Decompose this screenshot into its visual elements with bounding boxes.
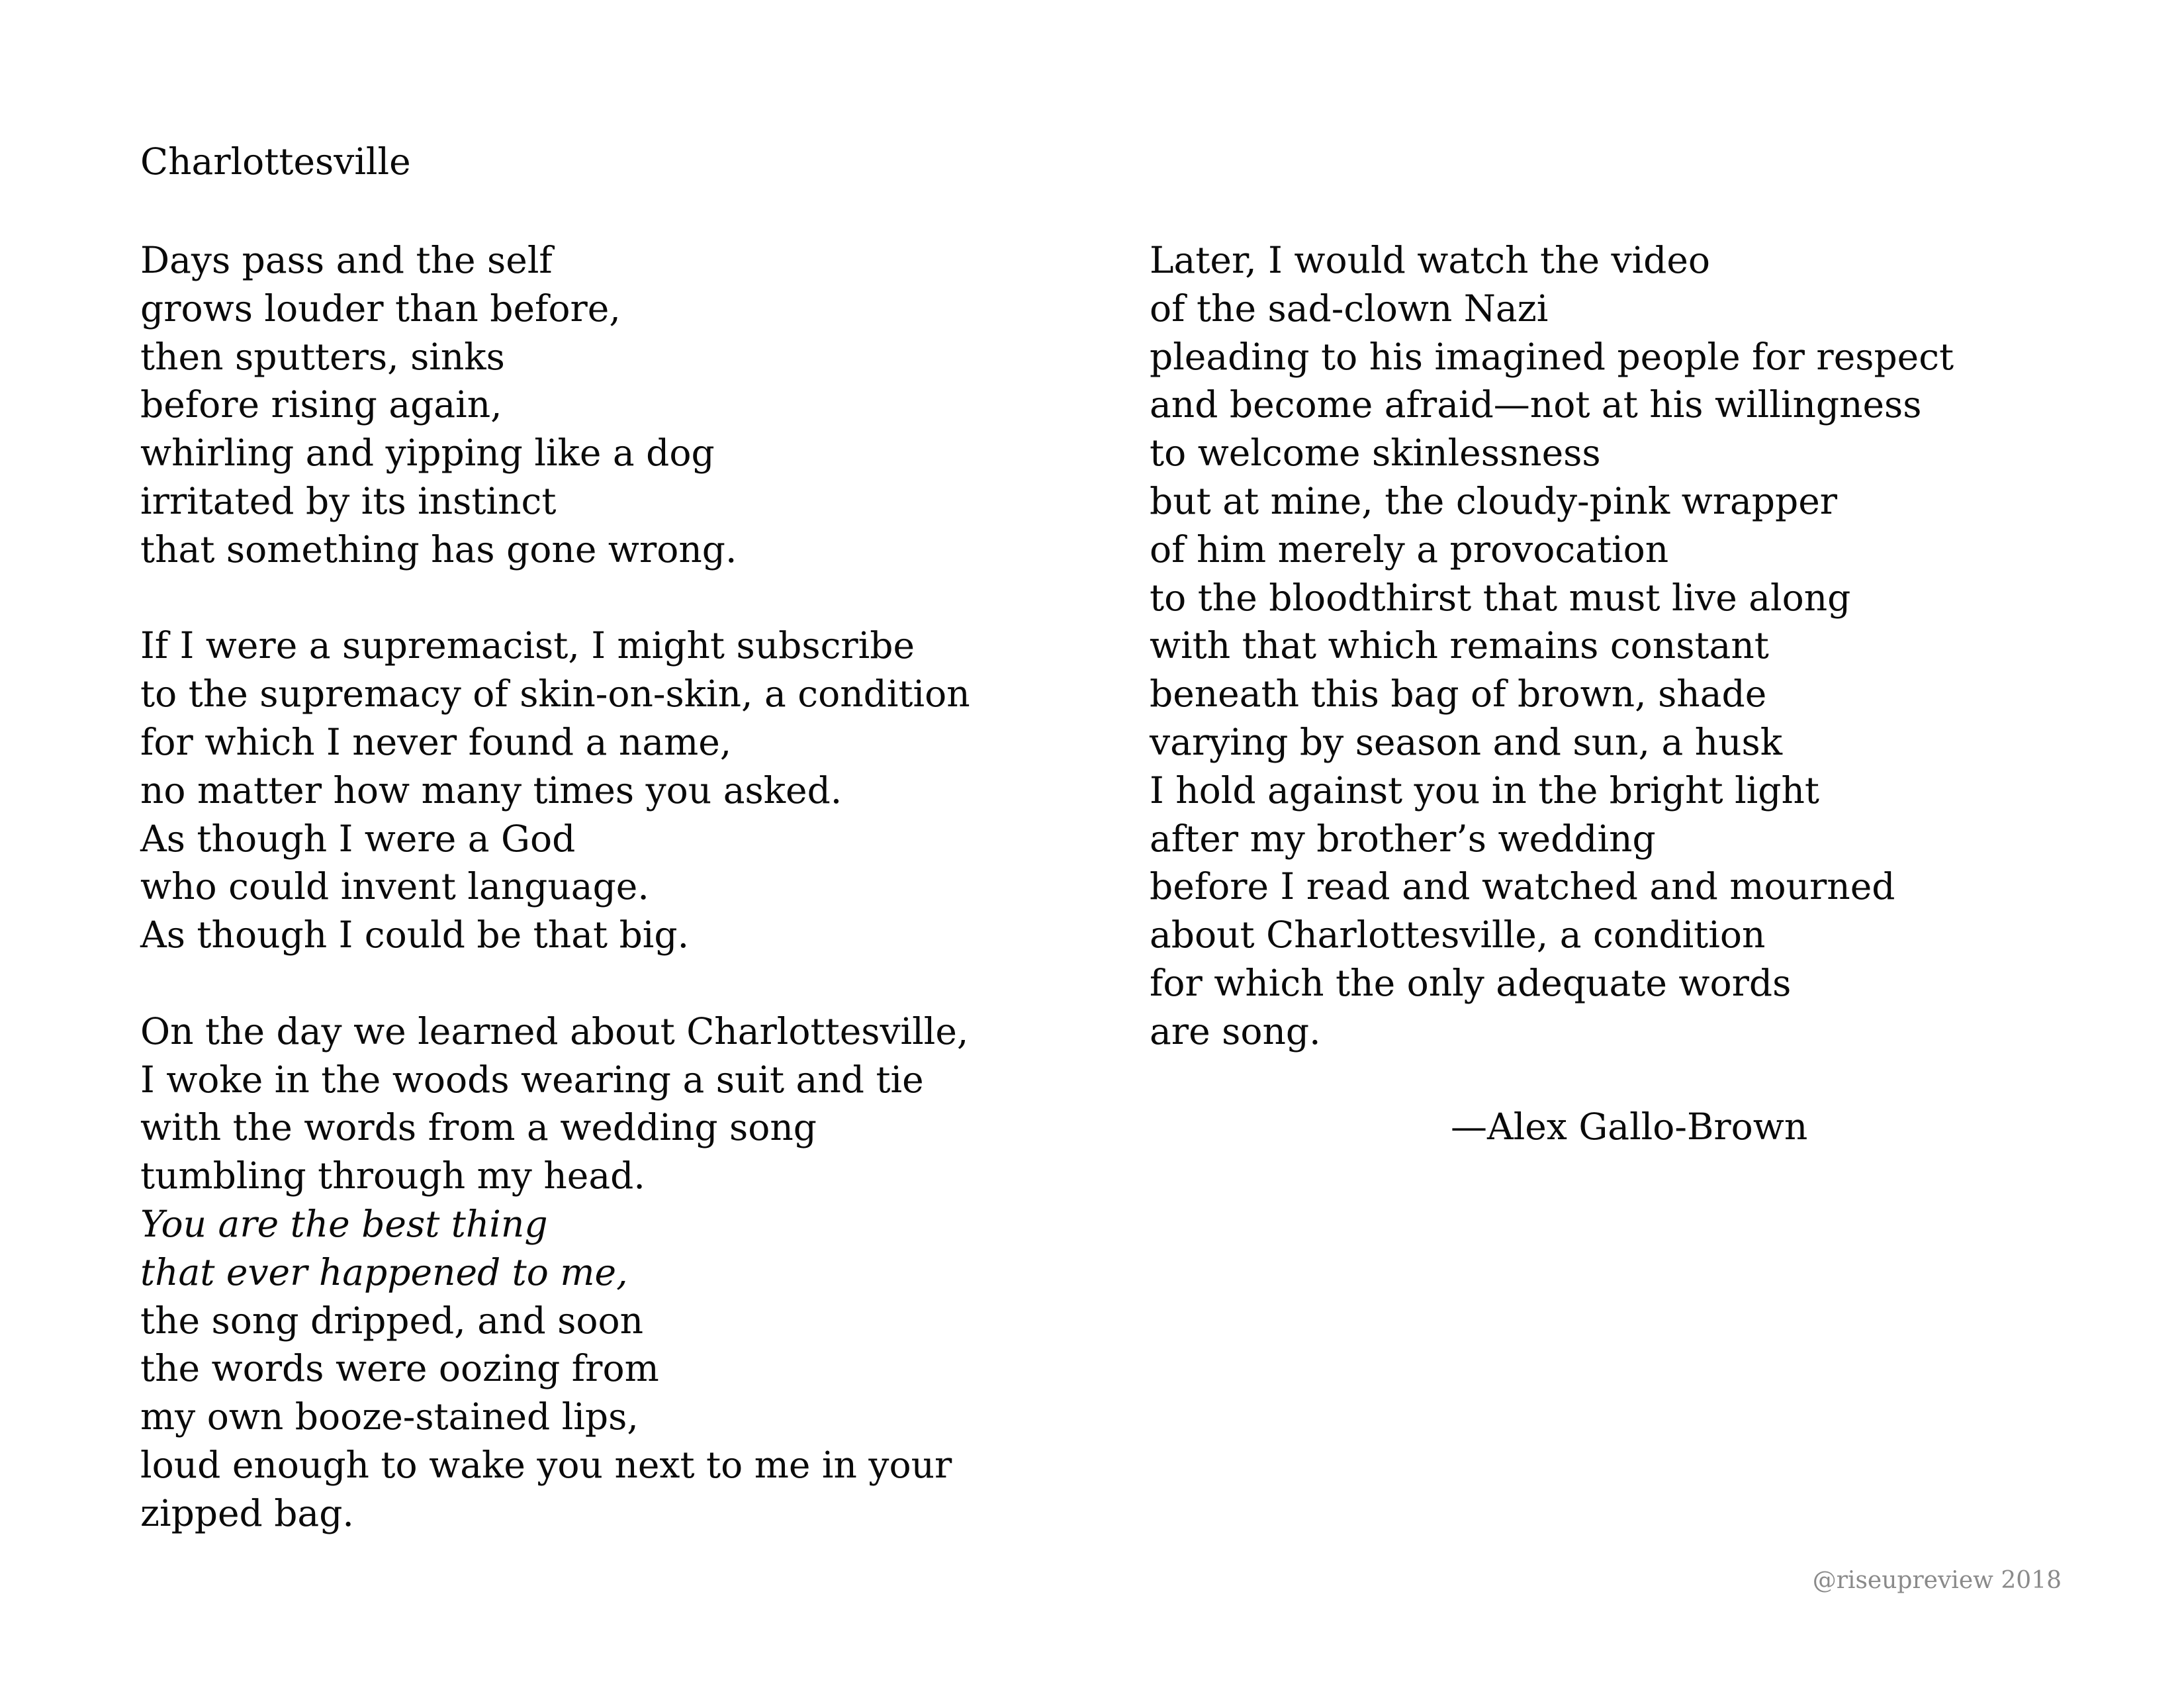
poem-line: I woke in the woods wearing a suit and tie bbox=[140, 1058, 924, 1101]
poem-line: after my brother’s wedding bbox=[1150, 817, 1656, 860]
poem-line: As though I could be that big. bbox=[140, 914, 690, 957]
poem-line: whirling and yipping like a dog bbox=[140, 432, 715, 475]
poem-line: tumbling through my head. bbox=[140, 1154, 645, 1197]
poem-line: I hold against you in the bright light bbox=[1150, 769, 1819, 812]
poem-line: beneath this bag of brown, shade bbox=[1150, 673, 1767, 716]
poem-line: then sputters, sinks bbox=[140, 335, 505, 378]
poem-line: to welcome skinlessness bbox=[1150, 432, 1601, 475]
poem-line: before rising again, bbox=[140, 383, 502, 426]
poem-line: my own booze-stained lips, bbox=[140, 1395, 639, 1438]
poem-line: You are the best thing bbox=[140, 1202, 548, 1245]
poem-line: irritated by its instinct bbox=[140, 479, 557, 522]
poem-line: with the words from a wedding song bbox=[140, 1106, 817, 1149]
poem-line: On the day we learned about Charlottesville, bbox=[140, 1009, 969, 1053]
poem-line: Later, I would watch the video bbox=[1150, 239, 1711, 281]
poem-line: about Charlottesville, a condition bbox=[1150, 914, 1766, 957]
poem-line: Days pass and the self bbox=[140, 239, 553, 281]
poem-line: but at mine, the cloudy-pink wrapper bbox=[1150, 479, 1838, 522]
poem-line: and become afraid—not at his willingness bbox=[1150, 383, 1922, 426]
poem-line: for which the only adequate words bbox=[1150, 961, 1792, 1004]
poem-line: If I were a supremacist, I might subscribe bbox=[140, 624, 915, 667]
poem-line: the song dripped, and soon bbox=[140, 1299, 644, 1342]
poem-left-column bbox=[140, 236, 970, 1538]
poem-line: that something has gone wrong. bbox=[140, 528, 737, 571]
poem-line: to the supremacy of skin-on-skin, a condition bbox=[140, 673, 970, 716]
stanza-break bbox=[140, 574, 970, 622]
poem-line: the words were oozing from bbox=[140, 1347, 659, 1390]
poem-line: pleading to his imagined people for respect bbox=[1150, 335, 1954, 378]
poem-line: loud enough to wake you next to me in your bbox=[140, 1443, 952, 1486]
poem-right-column bbox=[1150, 236, 1954, 1056]
poem-line: are song. bbox=[1150, 1009, 1321, 1053]
poem-title: Charlottesville bbox=[140, 140, 411, 183]
stanza-break bbox=[140, 959, 970, 1008]
poem-line: that ever happened to me, bbox=[140, 1250, 628, 1293]
poem-line: to the bloodthirst that must live along bbox=[1150, 576, 1851, 619]
poem-line: for which I never found a name, bbox=[140, 720, 732, 763]
poem-line: with that which remains constant bbox=[1150, 624, 1769, 667]
poem-line: grows louder than before, bbox=[140, 287, 621, 330]
poem-line: As though I were a God bbox=[140, 817, 576, 860]
poem-line: of the sad-clown Nazi bbox=[1150, 287, 1549, 330]
poem-line: zipped bag. bbox=[140, 1491, 354, 1534]
poem-line: before I read and watched and mourned bbox=[1150, 865, 1895, 908]
author-attribution: —Alex Gallo-Brown bbox=[1451, 1105, 1808, 1148]
poem-line: of him merely a provocation bbox=[1150, 528, 1669, 571]
poem-line: who could invent language. bbox=[140, 865, 649, 908]
poem-line: varying by season and sun, a husk bbox=[1150, 720, 1783, 763]
poem-line: no matter how many times you asked. bbox=[140, 769, 842, 812]
publication-watermark: @riseupreview 2018 bbox=[1812, 1567, 2062, 1594]
